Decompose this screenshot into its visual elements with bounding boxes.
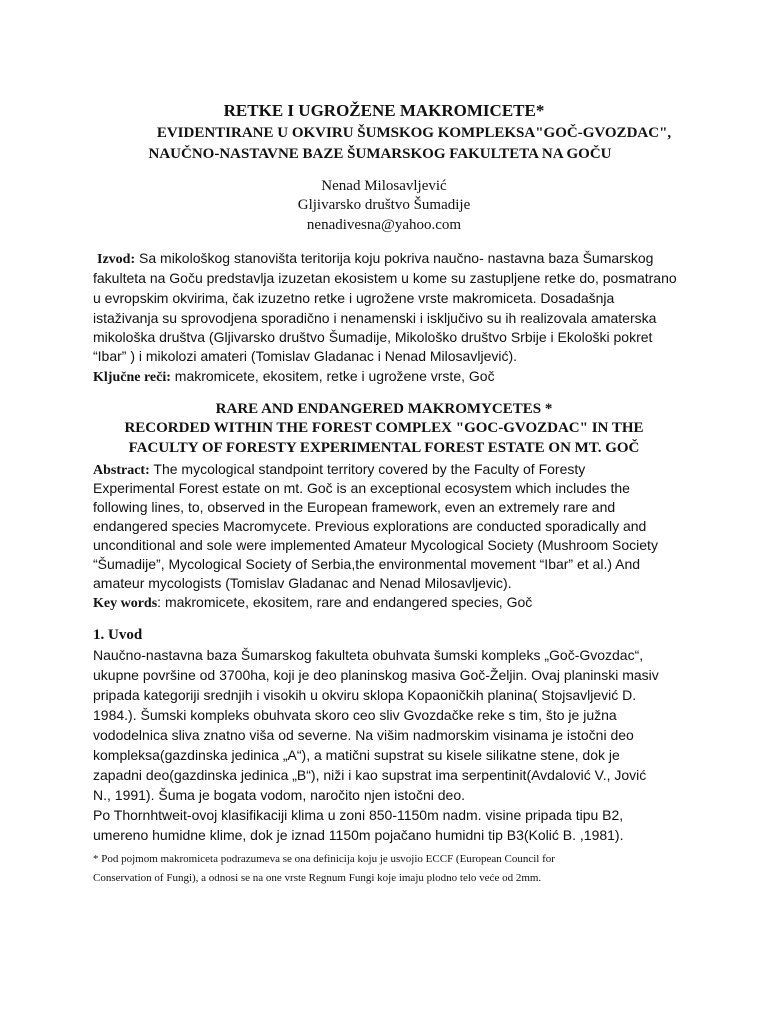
footnote-line-2: Conservation of Fungi), a odnosi se na one vrste Regnum Fungi koje imaju plodno telo veće od 2mm.: [93, 872, 542, 884]
section1-line-9: Po Thornhtweit-ovoj klasifikaciji klima u zoni 850-1150m nadm. visine pripada tipu B2,: [93, 807, 624, 823]
author-email: nenadivesna@yahoo.com: [306, 217, 462, 233]
section1-line-4: 1984.). Šumski kompleks obuhvata skoro ceo sliv Gvozdačke reke s tim, što je južna: [93, 707, 617, 723]
abstract-line-6: “Šumadije”, Mycological Society of Serbia,the environmental movement “Ibar” et al.) And: [93, 556, 641, 572]
abstract-keywords-label: Key words: [93, 596, 158, 611]
izvod-line-1: [97, 249, 653, 269]
abstract-line-7: amateur mycologists (Tomislav Gladanac and Nenad Milosavljevic).: [93, 575, 512, 591]
abstract-label: Abstract:: [93, 463, 150, 478]
izvod-line-6: “Ibar” ) i mikolozi amateri (Tomislav Gladanac i Nenad Milosavljević).: [93, 348, 518, 364]
section1-line-3: pripada kategoriji srednjih i visokih u okviru sklopa Kopaoničkih planina( Stojsavljević D.: [93, 687, 637, 703]
abstract-line-1: [93, 460, 585, 480]
izvod-keywords-line: [93, 367, 495, 387]
abstract-line-3: following lines, to, observed in the European framework, even an extremely rare and: [93, 499, 616, 515]
title-sr-line-2: EVIDENTIRANE U OKVIRU ŠUMSKOG KOMPLEKSA"GOČ-GVOZDAC",: [156, 125, 672, 141]
abstract-line-4: endangered species Macromycete. Previous explorations are conducted sporadically and: [93, 518, 647, 534]
abstract-keywords: : makromicete, ekositem, rare and endangered species, Goč: [157, 594, 533, 610]
abstract-text: The mycological standpoint territory covered by the Faculty of Foresty: [149, 461, 586, 477]
izvod-line-2: fakulteta na Goču predstavlja izuzetan ekosistem u kome su zastupljene retke do, posmatrano: [93, 270, 677, 286]
izvod-keywords-label: Ključne reči:: [93, 370, 171, 385]
title-sr-line-1: RETKE I UGROŽENE MAKROMICETE*: [223, 101, 545, 120]
section1-line-7: zapadni deo(gazdinska jedinica „B“), niži i kao supstrat ima serpentinit(Avdalović V., Jović: [93, 767, 647, 783]
abstract-keywords-line: [93, 593, 532, 613]
izvod-keywords: makromicete, ekositem, retke i ugrožene vrste, Goč: [170, 368, 495, 384]
title-sr-line-3: NAUČNO-NASTAVNE BAZE ŠUMARSKOG FAKULTETA NA GOČU: [148, 146, 612, 162]
section1-line-2: ukupne površine od 3700ha, koji je deo planinskog masiva Goč-Željin. Ovaj planinski masiv: [93, 667, 659, 683]
footnote-line-1: * Pod pojmom makromiceta podrazumeva se ona definicija koju je usvojio ECCF (European Council for: [93, 853, 555, 865]
author-org: Gljivarsko društvo Šumadije: [297, 197, 471, 213]
izvod-text: Sa mikološkog stanovišta teritorija koju pokriva naučno- nastavna baza Šumarskog: [135, 250, 654, 266]
izvod-line-3: u evropskim okvirima, čak izuzetno retke i ugrožene vrste makromiceta. Dosadašnja: [93, 290, 615, 306]
izvod-line-5: mikološka društva (Gljivarsko društvo Šumadije, Mikološko društvo Srbije i Ekološki pokret: [93, 329, 653, 345]
section-heading-uvod: 1. Uvod: [93, 627, 143, 643]
title-en-line-3: FACULTY OF FORESTY EXPERIMENTAL FOREST ESTATE ON MT. GOČ: [128, 440, 640, 456]
title-en-line-1: RARE AND ENDANGERED MAKROMYCETES *: [215, 401, 553, 417]
izvod-label: Izvod:: [97, 252, 136, 267]
abstract-line-5: unconditional and sole were implemented Amateur Mycological Society (Mushroom Society: [93, 537, 658, 553]
abstract-line-2: Experimental Forest estate on mt. Goč is an exceptional ecosystem which includes the: [93, 480, 630, 496]
section1-line-1: Naučno-nastavna baza Šumarskog fakulteta obuhvata šumski kompleks „Goč-Gvozdac“,: [93, 647, 644, 663]
section1-line-10: umereno humidne klime, dok je iznad 1150m pojačano humidni tip B3(Kolić B. ,1981).: [93, 827, 624, 843]
author-name: Nenad Milosavljević: [321, 178, 447, 194]
section1-line-5: vododelnica sliva znatno viša od severne. Na višim nadmorskim visinama je istočni deo: [93, 727, 634, 743]
section1-line-8: N., 1991). Šuma je bogata vodom, naročito njen istočni deo.: [93, 787, 465, 803]
izvod-line-4: istaživanja su sprovodjena sporadično i nenamenski i isključivo su ih realizovala amaterska: [93, 310, 657, 326]
section1-line-6: kompleksa(gazdinska jedinica „A“), a matični supstrat su kisele silikatne stene, dok je: [93, 747, 620, 763]
title-en-line-2: RECORDED WITHIN THE FOREST COMPLEX "GOC-GVOZDAC" IN THE: [124, 420, 644, 436]
